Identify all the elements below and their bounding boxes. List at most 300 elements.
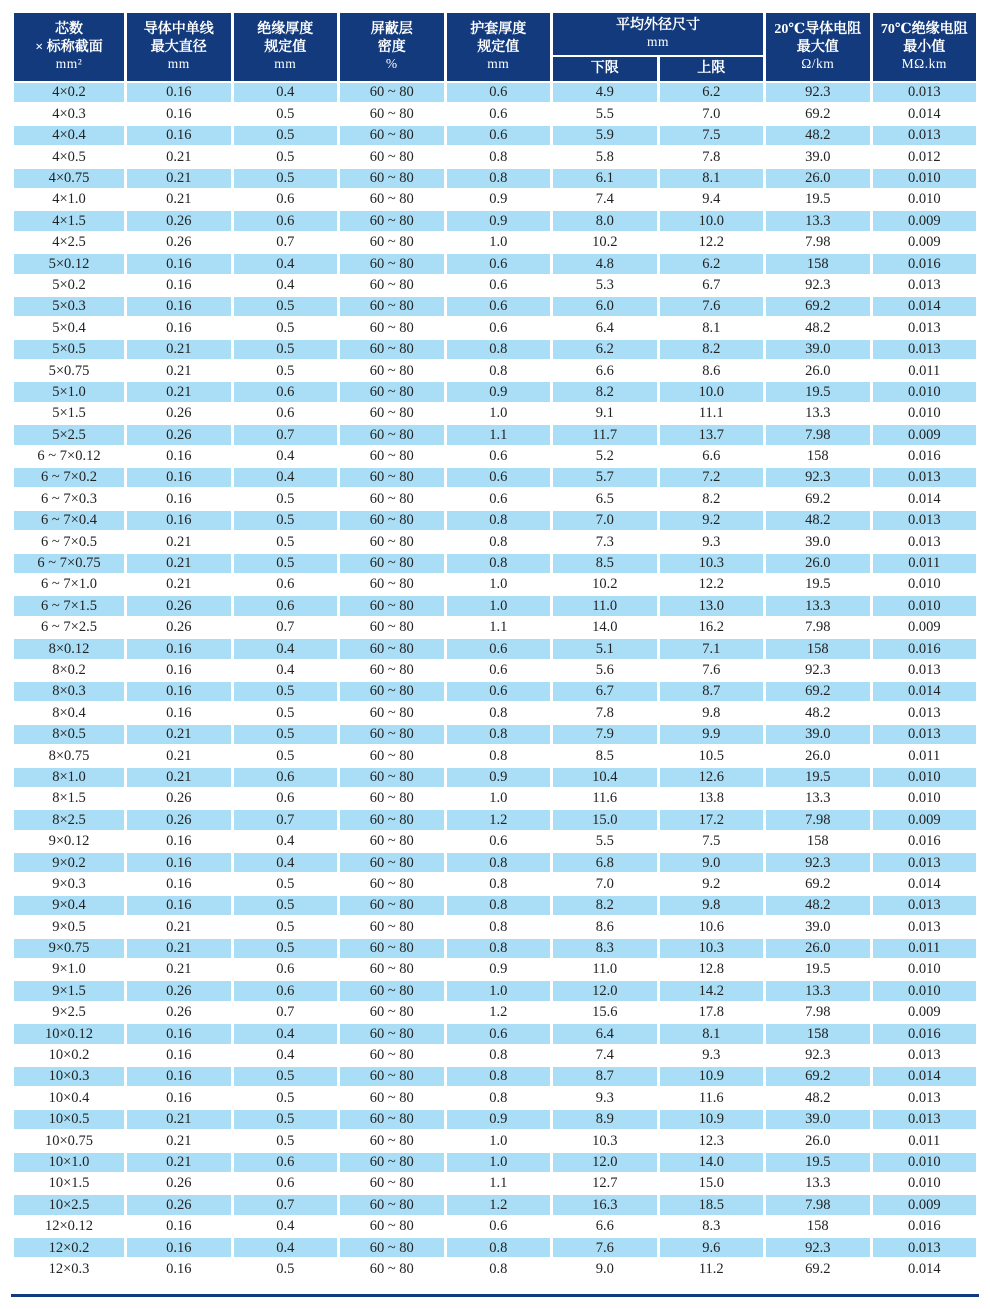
table-row (14, 468, 976, 487)
table-cell: 60 ~ 80 (340, 211, 444, 230)
table-cell: 9×0.3 (14, 874, 124, 893)
table-cell: 8.2 (660, 489, 764, 508)
table-cell: 5.5 (553, 832, 657, 851)
table-cell: 0.4 (234, 661, 338, 680)
table-cell: 0.8 (447, 1046, 551, 1065)
table-cell: 6.1 (553, 169, 657, 188)
table-row (14, 1024, 976, 1043)
table-cell: 10.2 (553, 233, 657, 252)
table-cell: 6.2 (660, 83, 764, 102)
header-line: 芯数 (55, 22, 83, 38)
table-cell: 7.98 (766, 810, 870, 829)
table-cell: 0.4 (234, 832, 338, 851)
table-row (14, 960, 976, 979)
table-cell: 4×1.0 (14, 190, 124, 209)
table-cell: 5×0.5 (14, 340, 124, 359)
table-row (14, 126, 976, 145)
table-cell: 0.4 (234, 83, 338, 102)
table-cell: 60 ~ 80 (340, 725, 444, 744)
table-cell: 60 ~ 80 (340, 511, 444, 530)
table-cell: 10.2 (553, 575, 657, 594)
table-cell: 0.6 (447, 318, 551, 337)
table-cell: 19.5 (766, 768, 870, 787)
table-cell: 60 ~ 80 (340, 896, 444, 915)
table-cell: 60 ~ 80 (340, 1067, 444, 1086)
table-cell: 0.6 (234, 190, 338, 209)
table-cell: 0.21 (127, 340, 231, 359)
table-cell: 60 ~ 80 (340, 703, 444, 722)
table-cell: 7.98 (766, 1195, 870, 1214)
table-row (14, 1153, 976, 1172)
table-cell: 10.4 (553, 768, 657, 787)
table-cell: 0.6 (234, 596, 338, 615)
table-cell: 8.7 (553, 1067, 657, 1086)
table-cell: 0.16 (127, 83, 231, 102)
header-unit: mm² (55, 56, 83, 72)
table-cell: 0.013 (873, 126, 977, 145)
header-line: × 标称截面 (35, 39, 103, 55)
table-cell: 0.16 (127, 1067, 231, 1086)
table-cell: 8×0.4 (14, 703, 124, 722)
table-cell: 0.16 (127, 853, 231, 872)
table-cell: 0.014 (873, 874, 977, 893)
table-cell: 0.26 (127, 596, 231, 615)
table-cell: 6.8 (553, 853, 657, 872)
table-row (14, 276, 976, 295)
table-cell: 0.016 (873, 447, 977, 466)
table-cell: 0.16 (127, 1088, 231, 1107)
table-cell: 60 ~ 80 (340, 532, 444, 551)
table-cell: 0.26 (127, 1174, 231, 1193)
table-cell: 0.16 (127, 703, 231, 722)
table-cell: 60 ~ 80 (340, 832, 444, 851)
table-cell: 11.0 (553, 960, 657, 979)
table-cell: 60 ~ 80 (340, 468, 444, 487)
table-cell: 60 ~ 80 (340, 1238, 444, 1257)
table-cell: 0.16 (127, 447, 231, 466)
table-cell: 9.0 (660, 853, 764, 872)
table-cell: 0.9 (447, 1110, 551, 1129)
col-header-sheath-thickness (447, 13, 551, 81)
table-cell: 60 ~ 80 (340, 768, 444, 787)
header-unit: mm (646, 34, 669, 50)
table-cell: 60 ~ 80 (340, 575, 444, 594)
table-cell: 158 (766, 447, 870, 466)
table-cell: 4.8 (553, 254, 657, 273)
table-cell: 5×0.2 (14, 276, 124, 295)
table-cell: 0.21 (127, 1110, 231, 1129)
table-cell: 9.2 (660, 874, 764, 893)
table-cell: 13.3 (766, 596, 870, 615)
table-cell: 26.0 (766, 939, 870, 958)
table-row (14, 874, 976, 893)
table-cell: 26.0 (766, 554, 870, 573)
table-row (14, 939, 976, 958)
col-header-insulation-resistance (873, 13, 977, 81)
table-cell: 0.21 (127, 1153, 231, 1172)
table-row (14, 1067, 976, 1086)
table-cell: 1.1 (447, 1174, 551, 1193)
table-cell: 11.2 (660, 1259, 764, 1278)
header-line: 绝缘厚度 (257, 22, 314, 38)
header-unit: Ω/km (801, 56, 835, 72)
table-row (14, 169, 976, 188)
table-cell: 69.2 (766, 874, 870, 893)
table-cell: 0.6 (447, 1217, 551, 1236)
table-cell: 13.3 (766, 981, 870, 1000)
table-cell: 26.0 (766, 1131, 870, 1150)
table-cell: 9×0.4 (14, 896, 124, 915)
table-cell: 0.013 (873, 511, 977, 530)
table-cell: 6.6 (553, 1217, 657, 1236)
table-cell: 0.4 (234, 1046, 338, 1065)
table-cell: 0.21 (127, 361, 231, 380)
table-cell: 39.0 (766, 917, 870, 936)
table-cell: 0.6 (447, 254, 551, 273)
table-body (14, 83, 976, 1279)
table-cell: 60 ~ 80 (340, 276, 444, 295)
table-cell: 7.8 (553, 703, 657, 722)
table-cell: 0.010 (873, 575, 977, 594)
table-cell: 60 ~ 80 (340, 1024, 444, 1043)
table-cell: 12.0 (553, 981, 657, 1000)
table-cell: 60 ~ 80 (340, 1131, 444, 1150)
table-row (14, 340, 976, 359)
table-cell: 0.8 (447, 1067, 551, 1086)
table-row (14, 83, 976, 102)
table-cell: 0.16 (127, 1046, 231, 1065)
table-cell: 6 ~ 7×0.75 (14, 554, 124, 573)
table-cell: 0.6 (447, 682, 551, 701)
table-cell: 0.016 (873, 639, 977, 658)
table-cell: 0.8 (447, 169, 551, 188)
table-cell: 60 ~ 80 (340, 318, 444, 337)
table-cell: 158 (766, 254, 870, 273)
header-line: 规定值 (264, 39, 307, 55)
table-cell: 13.8 (660, 789, 764, 808)
table-cell: 7.3 (553, 532, 657, 551)
table-cell: 48.2 (766, 318, 870, 337)
col-header-conductor-wire-dia (127, 13, 231, 81)
table-cell: 60 ~ 80 (340, 874, 444, 893)
table-cell: 5.7 (553, 468, 657, 487)
table-cell: 60 ~ 80 (340, 382, 444, 401)
cable-spec-table (11, 11, 979, 1281)
table-cell: 14.2 (660, 981, 764, 1000)
table-cell: 0.013 (873, 1046, 977, 1065)
col-header-conductor-resistance (766, 13, 870, 81)
header-line: 最大直径 (150, 39, 207, 55)
table-cell: 9.2 (660, 511, 764, 530)
table-cell: 0.6 (234, 981, 338, 1000)
table-cell: 1.0 (447, 233, 551, 252)
table-cell: 60 ~ 80 (340, 1046, 444, 1065)
table-cell: 0.16 (127, 104, 231, 123)
table-row (14, 382, 976, 401)
table-cell: 13.3 (766, 789, 870, 808)
table-cell: 0.010 (873, 1153, 977, 1172)
table-cell: 39.0 (766, 725, 870, 744)
table-cell: 5×0.12 (14, 254, 124, 273)
table-cell: 0.9 (447, 768, 551, 787)
table-cell: 11.6 (553, 789, 657, 808)
table-cell: 39.0 (766, 532, 870, 551)
table-cell: 8.2 (553, 382, 657, 401)
table-cell: 13.7 (660, 425, 764, 444)
table-cell: 0.014 (873, 1067, 977, 1086)
table-cell: 15.0 (660, 1174, 764, 1193)
table-cell: 0.16 (127, 639, 231, 658)
table-cell: 92.3 (766, 853, 870, 872)
header-line: 最小值 (903, 39, 946, 55)
table-cell: 0.010 (873, 789, 977, 808)
table-cell: 12.7 (553, 1174, 657, 1193)
table-cell: 19.5 (766, 575, 870, 594)
table-cell: 0.016 (873, 1024, 977, 1043)
table-cell: 0.011 (873, 554, 977, 573)
table-cell: 8.3 (553, 939, 657, 958)
table-cell: 0.21 (127, 768, 231, 787)
table-cell: 10.9 (660, 1110, 764, 1129)
table-row (14, 1088, 976, 1107)
table-cell: 5×2.5 (14, 425, 124, 444)
table-cell: 0.7 (234, 233, 338, 252)
table-cell: 0.4 (234, 1238, 338, 1257)
table-cell: 0.16 (127, 896, 231, 915)
table-cell: 60 ~ 80 (340, 618, 444, 637)
table-cell: 0.21 (127, 746, 231, 765)
table-cell: 60 ~ 80 (340, 1174, 444, 1193)
table-cell: 48.2 (766, 511, 870, 530)
table-cell: 0.21 (127, 725, 231, 744)
table-cell: 0.4 (234, 853, 338, 872)
table-cell: 10.9 (660, 1067, 764, 1086)
table-cell: 7.98 (766, 425, 870, 444)
table-cell: 0.6 (234, 768, 338, 787)
table-cell: 0.26 (127, 425, 231, 444)
table-row (14, 768, 976, 787)
table-cell: 158 (766, 639, 870, 658)
header-line: 密度 (377, 39, 406, 55)
table-cell: 19.5 (766, 190, 870, 209)
table-cell: 0.013 (873, 1238, 977, 1257)
table-cell: 8×1.5 (14, 789, 124, 808)
table-cell: 0.9 (447, 190, 551, 209)
table-cell: 60 ~ 80 (340, 661, 444, 680)
table-cell: 10.3 (660, 939, 764, 958)
table-cell: 0.8 (447, 361, 551, 380)
table-cell: 26.0 (766, 746, 870, 765)
table-cell: 12.6 (660, 768, 764, 787)
table-cell: 6 ~ 7×0.3 (14, 489, 124, 508)
table-cell: 0.6 (447, 126, 551, 145)
table-cell: 0.5 (234, 1131, 338, 1150)
table-cell: 0.16 (127, 682, 231, 701)
table-cell: 0.6 (447, 276, 551, 295)
table-cell: 0.8 (447, 147, 551, 166)
table-cell: 0.6 (447, 661, 551, 680)
table-cell: 0.26 (127, 1195, 231, 1214)
table-cell: 7.6 (553, 1238, 657, 1257)
table-cell: 0.8 (447, 1088, 551, 1107)
table-cell: 69.2 (766, 1259, 870, 1278)
table-cell: 0.014 (873, 1259, 977, 1278)
table-cell: 0.011 (873, 1131, 977, 1150)
col-header-upper-limit: 上限 (660, 57, 764, 81)
table-cell: 0.16 (127, 318, 231, 337)
table-cell: 26.0 (766, 169, 870, 188)
table-cell: 8×0.2 (14, 661, 124, 680)
table-cell: 0.010 (873, 169, 977, 188)
table-row (14, 489, 976, 508)
table-cell: 0.5 (234, 746, 338, 765)
table-cell: 60 ~ 80 (340, 853, 444, 872)
table-cell: 8.0 (553, 211, 657, 230)
table-cell: 8.6 (660, 361, 764, 380)
table-row (14, 1259, 976, 1278)
table-cell: 9.6 (660, 1238, 764, 1257)
table-cell: 16.3 (553, 1195, 657, 1214)
table-cell: 0.6 (447, 1024, 551, 1043)
table-cell: 0.013 (873, 917, 977, 936)
table-cell: 0.6 (234, 789, 338, 808)
table-cell: 48.2 (766, 896, 870, 915)
table-cell: 39.0 (766, 340, 870, 359)
table-cell: 8×2.5 (14, 810, 124, 829)
table-cell: 1.1 (447, 425, 551, 444)
table-cell: 9.3 (553, 1088, 657, 1107)
table-cell: 0.5 (234, 318, 338, 337)
table-cell: 7.98 (766, 618, 870, 637)
table-cell: 1.2 (447, 810, 551, 829)
table-cell: 0.16 (127, 1259, 231, 1278)
table-cell: 0.4 (234, 447, 338, 466)
table-row (14, 554, 976, 573)
table-cell: 0.6 (447, 468, 551, 487)
table-cell: 0.26 (127, 233, 231, 252)
table-cell: 0.011 (873, 361, 977, 380)
table-cell: 60 ~ 80 (340, 425, 444, 444)
table-row (14, 832, 976, 851)
header-unit: MΩ.km (901, 56, 947, 72)
table-cell: 60 ~ 80 (340, 682, 444, 701)
table-cell: 26.0 (766, 361, 870, 380)
table-cell: 0.5 (234, 126, 338, 145)
table-cell: 0.5 (234, 1259, 338, 1278)
table-cell: 10.0 (660, 211, 764, 230)
table-cell: 0.16 (127, 874, 231, 893)
table-cell: 60 ~ 80 (340, 639, 444, 658)
table-cell: 0.8 (447, 874, 551, 893)
table-cell: 8×1.0 (14, 768, 124, 787)
table-cell: 0.9 (447, 211, 551, 230)
table-row (14, 190, 976, 209)
table-cell: 0.8 (447, 340, 551, 359)
table-cell: 0.5 (234, 1067, 338, 1086)
table-cell: 0.011 (873, 939, 977, 958)
table-row (14, 361, 976, 380)
table-cell: 60 ~ 80 (340, 404, 444, 423)
header-unit: mm (274, 56, 297, 72)
header-line: 屏蔽层 (370, 22, 413, 38)
table-cell: 0.009 (873, 810, 977, 829)
table-cell: 0.5 (234, 1110, 338, 1129)
table-cell: 69.2 (766, 297, 870, 316)
table-cell: 0.21 (127, 147, 231, 166)
table-row (14, 1131, 976, 1150)
table-cell: 5.8 (553, 147, 657, 166)
table-cell: 14.0 (660, 1153, 764, 1172)
table-cell: 158 (766, 1024, 870, 1043)
table-cell: 69.2 (766, 682, 870, 701)
table-row (14, 1217, 976, 1236)
table-cell: 69.2 (766, 1067, 870, 1086)
table-row (14, 211, 976, 230)
table-cell: 6 ~ 7×0.12 (14, 447, 124, 466)
table-cell: 0.6 (234, 575, 338, 594)
table-cell: 9×2.5 (14, 1003, 124, 1022)
table-cell: 0.5 (234, 554, 338, 573)
table-cell: 60 ~ 80 (340, 361, 444, 380)
header-line: 20℃导体电阻 (774, 22, 862, 38)
table-cell: 92.3 (766, 276, 870, 295)
table-row (14, 318, 976, 337)
table-cell: 1.2 (447, 1195, 551, 1214)
table-cell: 19.5 (766, 1153, 870, 1172)
table-cell: 158 (766, 832, 870, 851)
table-cell: 158 (766, 1217, 870, 1236)
table-row (14, 917, 976, 936)
table-cell: 7.0 (553, 874, 657, 893)
table-cell: 0.7 (234, 1195, 338, 1214)
table-cell: 12.2 (660, 575, 764, 594)
table-cell: 0.013 (873, 276, 977, 295)
table-cell: 5×1.0 (14, 382, 124, 401)
table-cell: 60 ~ 80 (340, 746, 444, 765)
col-header-lower-limit: 下限 (553, 57, 657, 81)
table-cell: 0.26 (127, 810, 231, 829)
table-cell: 60 ~ 80 (340, 596, 444, 615)
table-cell: 8.5 (553, 554, 657, 573)
table-cell: 69.2 (766, 489, 870, 508)
table-cell: 0.16 (127, 489, 231, 508)
table-cell: 0.16 (127, 511, 231, 530)
table-cell: 0.5 (234, 169, 338, 188)
table-cell: 10.6 (660, 917, 764, 936)
table-cell: 0.8 (447, 511, 551, 530)
table-cell: 10×0.75 (14, 1131, 124, 1150)
table-cell: 0.21 (127, 532, 231, 551)
table-cell: 0.21 (127, 575, 231, 594)
table-cell: 0.009 (873, 425, 977, 444)
table-cell: 6 ~ 7×0.4 (14, 511, 124, 530)
table-cell: 7.1 (660, 639, 764, 658)
table-cell: 0.5 (234, 682, 338, 701)
table-cell: 6 ~ 7×0.5 (14, 532, 124, 551)
table-cell: 0.4 (234, 468, 338, 487)
table-cell: 9.8 (660, 896, 764, 915)
table-cell: 0.5 (234, 340, 338, 359)
table-cell: 1.0 (447, 1131, 551, 1150)
table-cell: 0.010 (873, 190, 977, 209)
table-cell: 0.21 (127, 960, 231, 979)
table-cell: 7.9 (553, 725, 657, 744)
table-cell: 1.0 (447, 575, 551, 594)
table-row (14, 725, 976, 744)
table-cell: 92.3 (766, 1238, 870, 1257)
table-cell: 0.009 (873, 211, 977, 230)
table-cell: 1.0 (447, 404, 551, 423)
